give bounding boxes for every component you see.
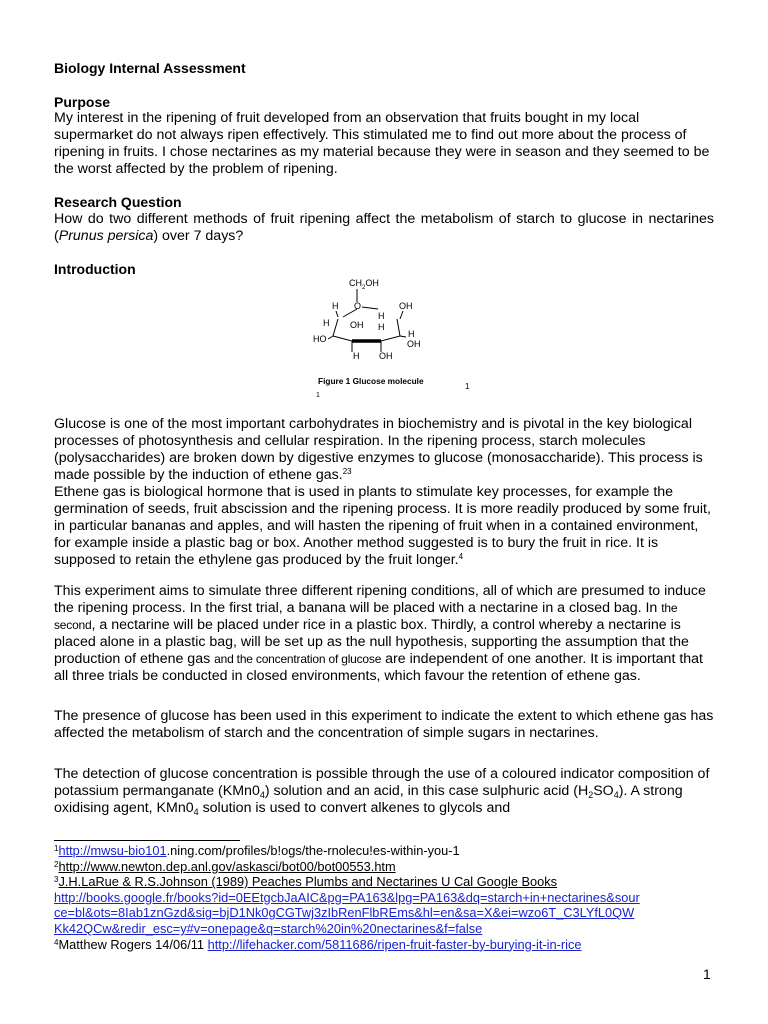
glucose-figure (300, 273, 468, 405)
footnote-4-num: 4 (54, 937, 59, 947)
label-h-c2: H (378, 322, 385, 332)
rq-text-a: How do two different methods of fruit ripening affect the metabolism of starch to glucose in nectarines ( (54, 211, 714, 245)
intro-p3-small-1: the second (54, 601, 678, 633)
label-oh-c3: OH (379, 351, 393, 361)
intro-p5-sub1: 4 (259, 790, 265, 801)
purpose-text: My interest in the ripening of fruit developed from an observation that fruits bought in my local supermarket do not always ripen effectively. This stimulated me to find out more about the process of ripening in fruits. I chose nectarines as my material because they were in season and they seemed to be the worst affected by the problem of ripening. (54, 110, 710, 178)
intro-p2-ref: 4 (458, 552, 464, 562)
label-h-c4: H (323, 318, 330, 328)
intro-p5-a: The detection of glucose concentration is possible through the use of a coloured indicator composition of potassium permanganate (KMn0 (54, 766, 710, 800)
label-h-c1: H (378, 311, 385, 321)
intro-p3-small-2: and the concentration of glucose (214, 652, 382, 667)
label-ring-o: O (354, 301, 362, 311)
label-oh-c2: OH (407, 339, 421, 349)
footnote-4 (54, 937, 724, 953)
intro-p5-b: ) solution and an acid, in this case sulphuric acid (H (264, 783, 589, 800)
intro-p1-ref: 23 (342, 467, 352, 477)
intro-p5-d: ). A strong oxidising agent, KMn0 (54, 783, 683, 817)
intro-p5-sub2: 2 (588, 790, 594, 801)
intro-p3-text-c: are independent of one another. It is important that all three trials be conducted in closed environments, which favour the retention of ethene gas. (54, 651, 703, 685)
footnote-3-text[interactable]: J.H.LaRue & R.S.Johnson (1989) Peaches Plumbs and Nectarines U Cal Google Books (58, 874, 558, 890)
footnote-2 (54, 859, 724, 875)
intro-p1-text: Glucose is one of the most important carbohydrates in biochemistry and is pivotal in the key biological processes of photosynthesis and cellular respiration. In the ripening process, starch molecules (polysaccharides) are broken down by digestive enzymes to glucose (monosaccharide). This process is made possible by the induction of ethene gas. (54, 416, 703, 484)
research-question-paragraph (54, 211, 714, 245)
label-ho-c4: HO (313, 334, 327, 344)
intro-p5-c: SO (593, 783, 614, 800)
intro-p5-e: solution is used to convert alkenes to glycols and (198, 800, 511, 817)
intro-p2-text: Ethene gas is biological hormone that is used in plants to stimulate key processes, for example the germination of seeds, fruit abscission and the ripening process. It is more readily produced by some fruit, in particular bananas and apples, and will hasten the ripening of fruit when in a contained environment, for example inside a plastic bag or box. Another method suggested is to bury the fruit in rice. It is supposed to retain the ethylene gas produced by the fruit longer. (54, 484, 711, 569)
purpose-paragraph (54, 110, 714, 178)
research-question-heading: Research Question (54, 194, 182, 210)
intro-paragraph-1 (54, 416, 714, 484)
introduction-heading: Introduction (54, 261, 136, 277)
footnote-2-link[interactable]: http://www.newton.dep.anl.gov/askasci/bot00/bot00553.htm (58, 858, 396, 874)
intro-paragraph-4 (54, 708, 714, 742)
intro-p4-text: The presence of glucose has been used in this experiment to indicate the extent to which ethene gas has affected the metabolism of starch and the concentration of simple sugars in nectarines. (54, 708, 714, 742)
footnote-2-num: 2 (54, 859, 59, 869)
page-number: 1 (703, 966, 711, 982)
footnote-4-link[interactable]: http://lifehacker.com/5811686/ripen-fruit-faster-by-burying-it-in-rice (207, 936, 582, 952)
label-ch2oh: $CH_2OH$ (349, 278, 379, 291)
footnote-3-link-1[interactable]: http://books.google.fr/books?id=0EEtgcbJaAIC&pg=PA163&lpg=PA163&dq=starch+in+nectarines&sour (54, 889, 640, 905)
footnote-3-num: 3 (54, 875, 59, 885)
footnote-3-link-3[interactable]: Kk42QCw&redir_esc=y#v=onepage&q=starch%20in%20nectarines&f=false (54, 920, 483, 936)
label-oh-c1: OH (399, 301, 413, 311)
footnote-3-link-line-3[interactable] (54, 921, 724, 937)
footnote-4-text: Matthew Rogers 14/06/11 (58, 936, 208, 952)
footnote-1-link[interactable]: http://mwsu-bio101 (58, 843, 167, 858)
document-title: Biology Internal Assessment (54, 60, 246, 76)
intro-p5-sub4: 4 (193, 807, 199, 818)
species-name: Prunus persica (58, 228, 154, 245)
glucose-molecule-diagram (300, 273, 468, 405)
footnote-1 (54, 843, 724, 859)
figure-ref-below: 1 (316, 392, 320, 399)
purpose-heading: Purpose (54, 94, 111, 110)
label-h-c2b: H (408, 329, 415, 339)
footnotes (54, 843, 724, 952)
figure-caption: Figure 1 Glucose molecule (318, 376, 424, 386)
footnote-3-link-line-1[interactable] (54, 890, 724, 906)
footnote-3-link-line-2[interactable] (54, 905, 724, 921)
label-h-c3: H (353, 351, 360, 361)
intro-paragraph-3 (54, 583, 714, 686)
footnote-1-rest: .ning.com/profiles/b!ogs/the-rnolecu!es-within-you-1 (166, 843, 460, 858)
intro-paragraph-2 (54, 484, 714, 569)
footnote-1-num: 1 (54, 844, 59, 853)
footnote-3-link-2[interactable]: ce=bl&ots=8Iab1znGzd&sig=bjD1Nk0gCGTwj3zIbRenFlbREms&hl=en&sa=X&ei=wzo6T_C3LYfL0QW (54, 905, 635, 921)
figure-caption-ref: 1 (465, 382, 470, 391)
intro-p3-text-a: This experiment aims to simulate three different ripening conditions, all of which are presumed to induce the ripening process. In the first trial, a banana will be placed with a nectarine in a closed bag. In (54, 583, 706, 617)
intro-p3-text-b: , a nectarine will be placed under rice in a plastic box. Thirdly, a control whereby a nectarine is placed alone in a plastic bag, will be set up as the null hypothesis, supporting the assumption that the production of ethene gas (54, 617, 689, 668)
footnote-3 (54, 874, 724, 890)
intro-paragraph-5 (54, 766, 714, 817)
rq-text-b: ) over 7 days? (153, 228, 244, 245)
intro-p5-sub3: 4 (613, 790, 619, 801)
footnote-divider (54, 840, 240, 841)
label-h-c5: H (332, 301, 339, 311)
label-oh-c4: OH (350, 320, 364, 330)
